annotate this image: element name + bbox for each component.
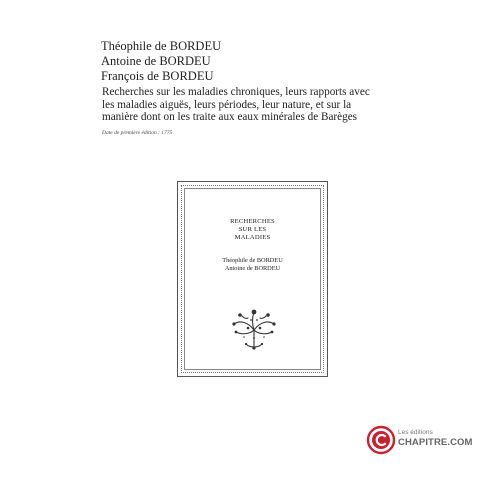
title-line: manière dont on les traite aux eaux minérales de Barèges xyxy=(102,111,358,123)
floral-vignette-icon xyxy=(228,304,280,356)
cover-authors xyxy=(177,257,328,273)
publisher-line1: Les éditions xyxy=(398,429,433,436)
cover-author: Théophile de BORDEU xyxy=(222,257,283,264)
chapitre-logo-icon xyxy=(366,425,396,455)
cover-title-line: MALADIES xyxy=(234,234,271,242)
side-watermark xyxy=(65,300,73,480)
cover-author: Antoine de BORDEU xyxy=(224,265,281,273)
publisher-logo-text xyxy=(398,429,473,448)
book-full-title xyxy=(102,86,370,124)
author-name: Antoine de BORDEU xyxy=(101,54,211,68)
author-list xyxy=(101,39,221,84)
author-name: François de BORDEU xyxy=(101,69,214,83)
title-line: les maladies aiguës, leurs périodes, leur nature, et sur la xyxy=(102,98,352,111)
publisher-line2: CHAPITRE.COM xyxy=(398,437,473,448)
cover-title-line: RECHERCHES xyxy=(230,218,275,225)
cover-title-line: SUR LES xyxy=(238,226,267,234)
title-line: Recherches sur les maladies chroniques, leurs rapports avec xyxy=(102,86,370,98)
first-edition-date: Date de première édition : 1775 xyxy=(102,130,173,136)
cover-title xyxy=(177,218,328,243)
author-name: Théophile de BORDEU xyxy=(101,39,222,53)
